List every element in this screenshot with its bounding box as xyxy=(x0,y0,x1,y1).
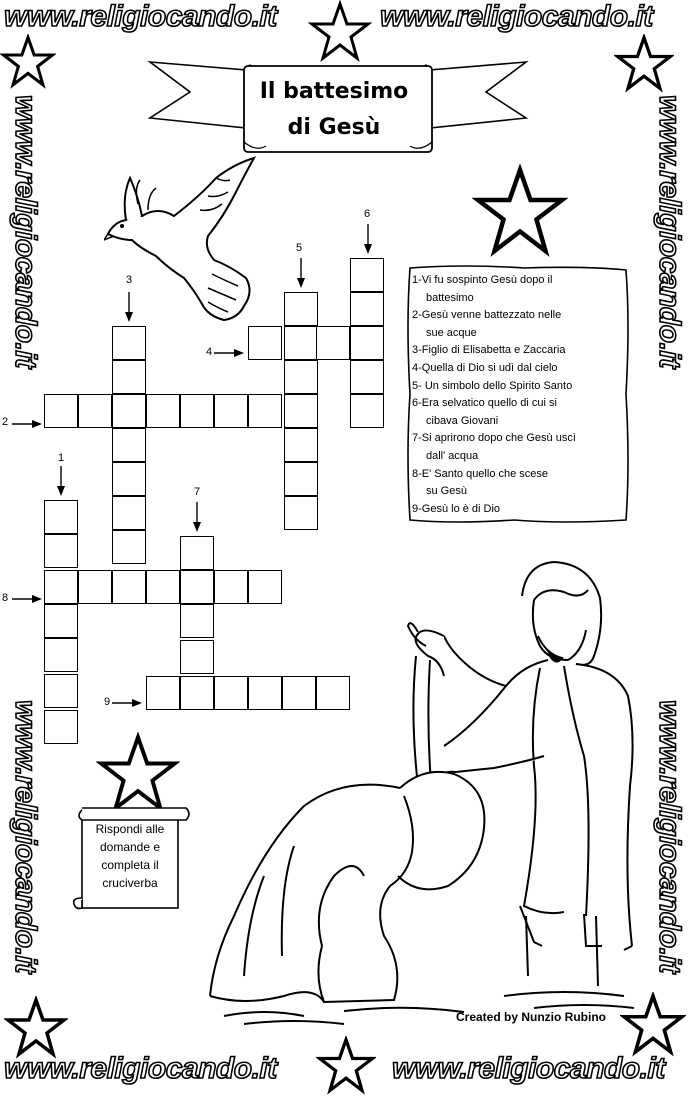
grid-cell[interactable] xyxy=(350,258,384,292)
grid-cell[interactable] xyxy=(284,326,318,360)
grid-cell[interactable] xyxy=(146,676,180,710)
instructions xyxy=(84,820,176,892)
grid-cell[interactable] xyxy=(284,360,318,394)
watermark-top-right: www.religiocando.it xyxy=(380,0,653,33)
clue-number-3: 3 xyxy=(126,274,133,286)
grid-cell[interactable] xyxy=(112,530,146,564)
watermark-right-upper: www.religiocando.it xyxy=(653,95,686,368)
clue-text: 8-E' Santo quello che scese xyxy=(412,467,549,480)
clue-text: sue acque xyxy=(426,326,477,339)
grid-cell[interactable] xyxy=(44,674,78,708)
grid-cell[interactable] xyxy=(180,394,214,428)
clue-text: 7-Si aprirono dopo che Gesù uscì xyxy=(412,432,576,445)
grid-cell[interactable] xyxy=(112,496,146,530)
grid-cell[interactable] xyxy=(248,394,282,428)
watermark-right-lower: www.religiocando.it xyxy=(653,700,686,973)
grid-cell[interactable] xyxy=(350,394,384,428)
grid-cell[interactable] xyxy=(350,326,384,360)
grid-cell[interactable] xyxy=(112,326,146,360)
grid-cell[interactable] xyxy=(146,394,180,428)
arrow-icon xyxy=(12,593,44,605)
clue-number-1: 1 xyxy=(58,452,65,464)
instructions-line: cruciverba xyxy=(102,876,158,890)
watermark-bottom-right: www.religiocando.it xyxy=(392,1052,665,1085)
star-icon xyxy=(308,0,372,64)
grid-cell[interactable] xyxy=(146,570,180,604)
grid-cell[interactable] xyxy=(112,428,146,462)
star-icon xyxy=(0,34,56,90)
clue-number-4: 4 xyxy=(206,346,213,358)
arrow-icon xyxy=(55,466,67,498)
grid-cell[interactable] xyxy=(284,394,318,428)
grid-cell[interactable] xyxy=(112,462,146,496)
arrow-icon xyxy=(12,418,44,430)
grid-cell[interactable] xyxy=(78,570,112,604)
grid-cell[interactable] xyxy=(112,570,146,604)
clue-text: 9-Gesù lo è di Dio xyxy=(412,502,501,515)
watermark-top-left: www.religiocando.it xyxy=(4,0,277,33)
grid-cell[interactable] xyxy=(112,394,146,428)
clue-text: cibava Giovani xyxy=(426,414,499,427)
grid-cell[interactable] xyxy=(44,638,78,672)
clue-text: 2-Gesù venne battezzato nelle xyxy=(412,309,562,322)
grid-cell[interactable] xyxy=(248,326,282,360)
grid-cell[interactable] xyxy=(284,428,318,462)
arrow-icon xyxy=(295,258,307,290)
star-icon xyxy=(472,164,568,260)
instructions-line: completa il xyxy=(101,858,159,872)
clue-number-9: 9 xyxy=(104,696,111,708)
clue-list xyxy=(412,272,622,518)
grid-cell[interactable] xyxy=(284,462,318,496)
clue-text: dall' acqua xyxy=(426,449,479,462)
instructions-line: domande e xyxy=(99,840,161,854)
grid-cell[interactable] xyxy=(44,604,78,638)
grid-cell[interactable] xyxy=(214,394,248,428)
grid-cell[interactable] xyxy=(78,394,112,428)
clue-number-6: 6 xyxy=(364,208,371,220)
watermark-left-upper: www.religiocando.it xyxy=(9,95,42,368)
arrow-icon xyxy=(191,502,203,534)
grid-cell[interactable] xyxy=(112,360,146,394)
clue-number-7: 7 xyxy=(194,486,201,498)
arrow-icon xyxy=(112,697,144,709)
clue-text: battesimo xyxy=(426,291,474,304)
clue-number-2: 2 xyxy=(2,416,9,428)
grid-cell[interactable] xyxy=(44,710,78,744)
credit-text: Created by Nunzio Rubino xyxy=(456,1010,606,1024)
arrow-icon xyxy=(362,224,374,256)
clue-text: 5- Un simbolo dello Spirito Santo xyxy=(412,379,573,392)
arrow-icon xyxy=(214,347,246,359)
grid-cell[interactable] xyxy=(350,360,384,394)
clue-text: 3-Figlio di Elisabetta e Zaccaria xyxy=(412,344,566,357)
clue-text: 1-Vi fu sospinto Gesù dopo il xyxy=(412,274,553,286)
grid-cell[interactable] xyxy=(44,570,78,604)
grid-cell[interactable] xyxy=(316,326,350,360)
grid-cell[interactable] xyxy=(284,496,318,530)
grid-cell[interactable] xyxy=(44,394,78,428)
clue-number-5: 5 xyxy=(296,242,303,254)
clue-number-8: 8 xyxy=(2,592,9,604)
star-icon xyxy=(316,1036,376,1096)
clue-text: 6-Era selvatico quello di cui si xyxy=(412,397,557,410)
title-line-2: di Gesù xyxy=(287,115,381,140)
page-title xyxy=(246,74,422,146)
watermark-bottom-left: www.religiocando.it xyxy=(4,1052,277,1085)
baptism-illustration xyxy=(204,556,644,1026)
grid-cell[interactable] xyxy=(284,292,318,326)
instructions-line: Rispondi alle xyxy=(95,822,165,836)
arrow-icon xyxy=(123,292,135,324)
grid-cell[interactable] xyxy=(44,500,78,534)
title-line-1: Il battesimo xyxy=(259,79,409,104)
star-icon xyxy=(4,996,68,1060)
clue-text: 4-Quella di Dio si udì dal cielo xyxy=(412,361,558,374)
watermark-left-lower: www.religiocando.it xyxy=(9,700,42,973)
star-icon xyxy=(614,34,674,94)
clue-text: su Gesù xyxy=(426,485,467,498)
grid-cell[interactable] xyxy=(350,292,384,326)
grid-cell[interactable] xyxy=(44,534,78,568)
